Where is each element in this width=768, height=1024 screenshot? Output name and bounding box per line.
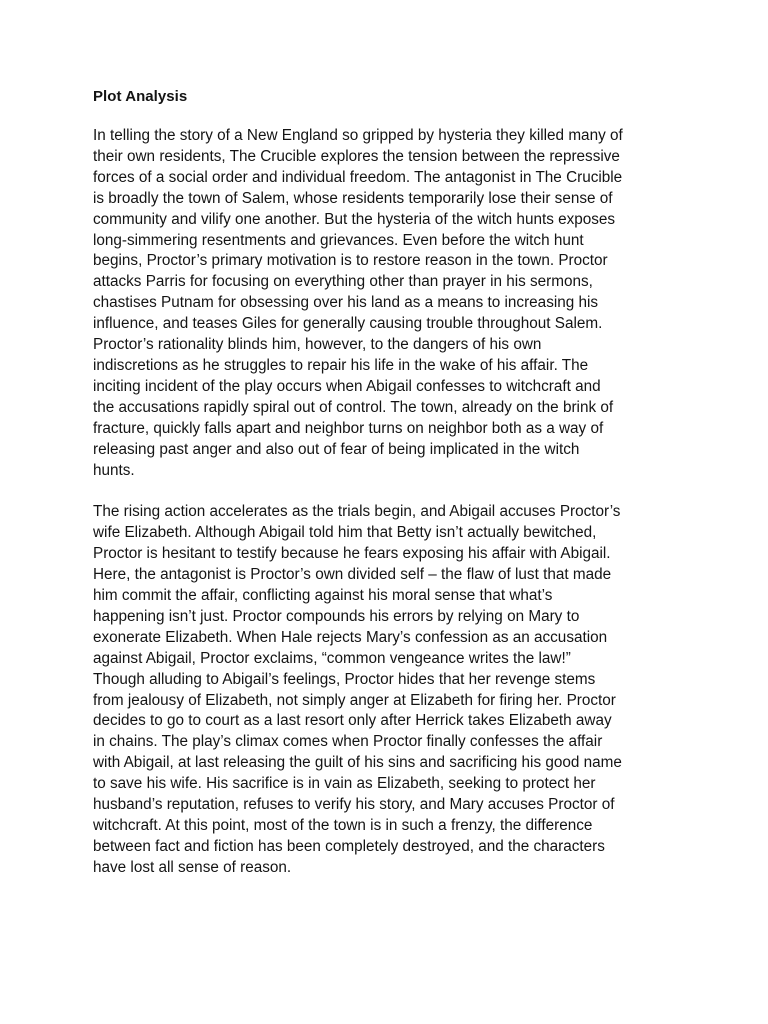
- paragraph-1: In telling the story of a New England so gripped by hysteria they killed many of their own residents, The Crucible explores the tension between the repressive forces of a social order and individual freedom. The antagonist in The Crucible is broadly the town of Salem, whose residents temporarily lose their sense of community and vilify one another. But the hysteria of the witch hunts exposes long-simmering resentments and grievances. Even before the witch hunt begins, Proctor’s primary motivation is to restore reason in the town. Proctor attacks Parris for focusing on everything other than prayer in his sermons, chastises Putnam for obsessing over his land as a means to increasing his influence, and teases Giles for generally causing trouble throughout Salem. Proctor’s rationality blinds him, however, to the dangers of his own indiscretions as he struggles to repair his life in the wake of his affair. The inciting incident of the play occurs when Abigail confesses to witchcraft and the accusations rapidly spiral out of control. The town, already on the brink of fracture, quickly falls apart and neighbor turns on neighbor both as a way of releasing past anger and also out of fear of being implicated in the witch hunts.: [93, 127, 623, 479]
- document-body: [93, 86, 687, 900]
- document-heading: Plot Analysis: [93, 88, 188, 105]
- paragraph-2: The rising action accelerates as the trials begin, and Abigail accuses Proctor’s wife Elizabeth. Although Abigail told him that Betty isn’t actually bewitched, Proctor is hesitant to testify because he fears exposing his affair with Abigail. Here, the antagonist is Proctor’s own divided self – the flaw of lust that made him commit the affair, conflicting against his moral sense that what’s happening isn’t just. Proctor compounds his errors by relying on Mary to exonerate Elizabeth. When Hale rejects Mary’s confession as an accusation against Abigail, Proctor exclaims, “common vengeance writes the law!” Though alluding to Abigail’s feelings, Proctor hides that her revenge stems from jealousy of Elizabeth, not simply anger at Elizabeth for firing her. Proctor decides to go to court as a last resort only after Herrick takes Elizabeth away in chains. The play’s climax comes when Proctor finally confesses the affair with Abigail, at last releasing the guilt of his sins and sacrificing his good name to save his wife. His sacrifice is in vain as Elizabeth, seeking to protect her husband’s reputation, refuses to verify his story, and Mary accuses Proctor of witchcraft. At this point, most of the town is in such a frenzy, the difference between fact and fiction has been completely destroyed, and the characters have lost all sense of reason.: [93, 503, 622, 876]
